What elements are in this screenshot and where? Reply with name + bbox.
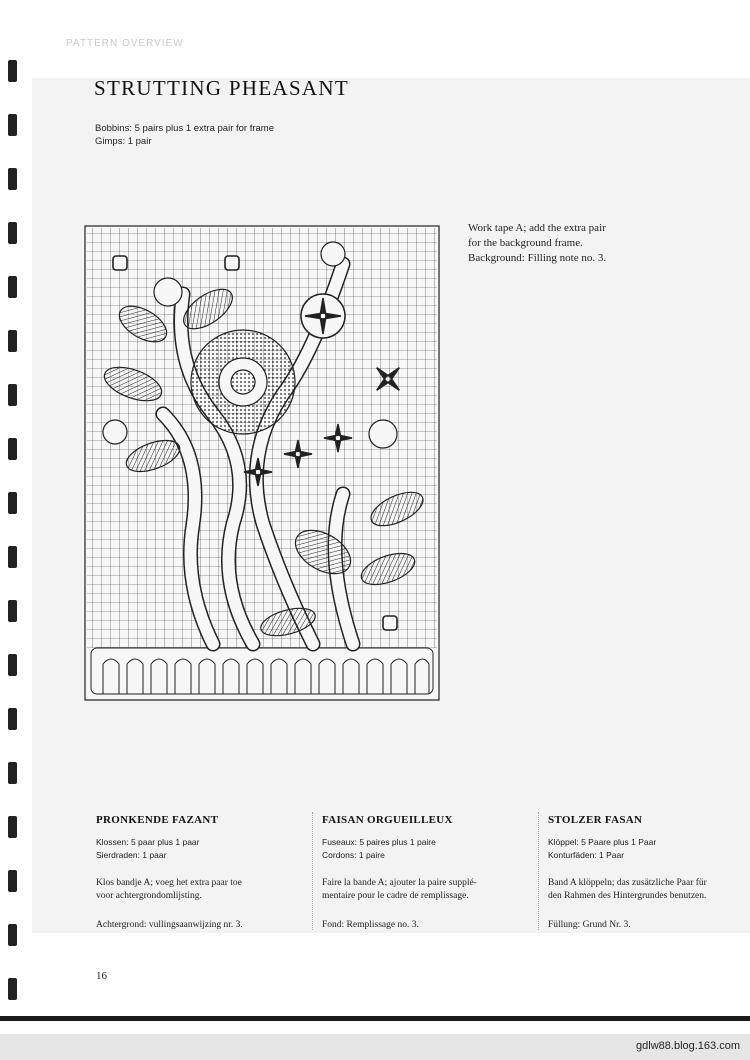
- spiral-binding: [6, 56, 26, 1036]
- instruction-paragraph: [548, 877, 748, 903]
- instruction-paragraph: [322, 877, 540, 903]
- background-note: Achtergrond: vullingsaanwijzing nr. 3.: [96, 920, 243, 930]
- column-heading: STOLZER FASAN: [548, 814, 643, 826]
- bobbins-line: Fuseaux: 5 paires plus 1 paire: [322, 837, 436, 847]
- paragraph-line: den Rahmen des Hintergrundes benutzen.: [548, 891, 707, 901]
- column-divider: [312, 812, 313, 930]
- bobbins-line: Klöppel: 5 Paare plus 1 Paar: [548, 837, 657, 847]
- background-note: Füllung: Grund Nr. 3.: [548, 920, 631, 930]
- page-number: 16: [96, 970, 107, 982]
- note-line: for the background frame.: [468, 237, 583, 249]
- lace-pattern-diagram: [83, 224, 441, 702]
- paragraph-line: voor achtergrondomlijsting.: [96, 891, 202, 901]
- column-heading: FAISAN ORGUEILLEUX: [322, 814, 453, 826]
- instruction-paragraph: [96, 877, 314, 903]
- paragraph-line: Klos bandje A; voeg het extra paar toe: [96, 878, 242, 888]
- page-title: STRUTTING PHEASANT: [94, 76, 349, 100]
- paragraph-line: Band A klöppeln; das zusätzliche Paar für: [548, 878, 707, 888]
- bobbins-line: Klossen: 5 paar plus 1 paar: [96, 837, 200, 847]
- column-divider: [538, 812, 539, 930]
- note-line: Work tape A; add the extra pair: [468, 222, 606, 234]
- requirements: [95, 122, 274, 148]
- watermark: gdlw88.blog.163.com: [636, 1040, 740, 1052]
- paragraph-line: mentaire pour le cadre de remplissage.: [322, 891, 469, 901]
- note-line: Background: Filling note no. 3.: [468, 252, 607, 264]
- gimps-line: Konturfäden: 1 Paar: [548, 850, 625, 860]
- gimps-line: Gimps: 1 pair: [95, 136, 152, 147]
- work-notes: [468, 221, 606, 266]
- background-note: Fond: Remplissage no. 3.: [322, 920, 419, 930]
- gimps-line: Sierdraden: 1 paar: [96, 850, 167, 860]
- gimps-line: Cordons: 1 paire: [322, 850, 385, 860]
- paragraph-line: Faire la bande A; ajouter la paire supplé-: [322, 878, 477, 888]
- french-column: [322, 814, 540, 932]
- page-bottom-edge: [0, 1016, 750, 1021]
- faded-header: PATTERN OVERVIEW: [66, 38, 184, 49]
- german-column: [548, 814, 748, 932]
- bobbins-line: Bobbins: 5 pairs plus 1 extra pair for frame: [95, 123, 275, 134]
- column-heading: PRONKENDE FAZANT: [96, 814, 219, 826]
- dutch-column: [96, 814, 314, 932]
